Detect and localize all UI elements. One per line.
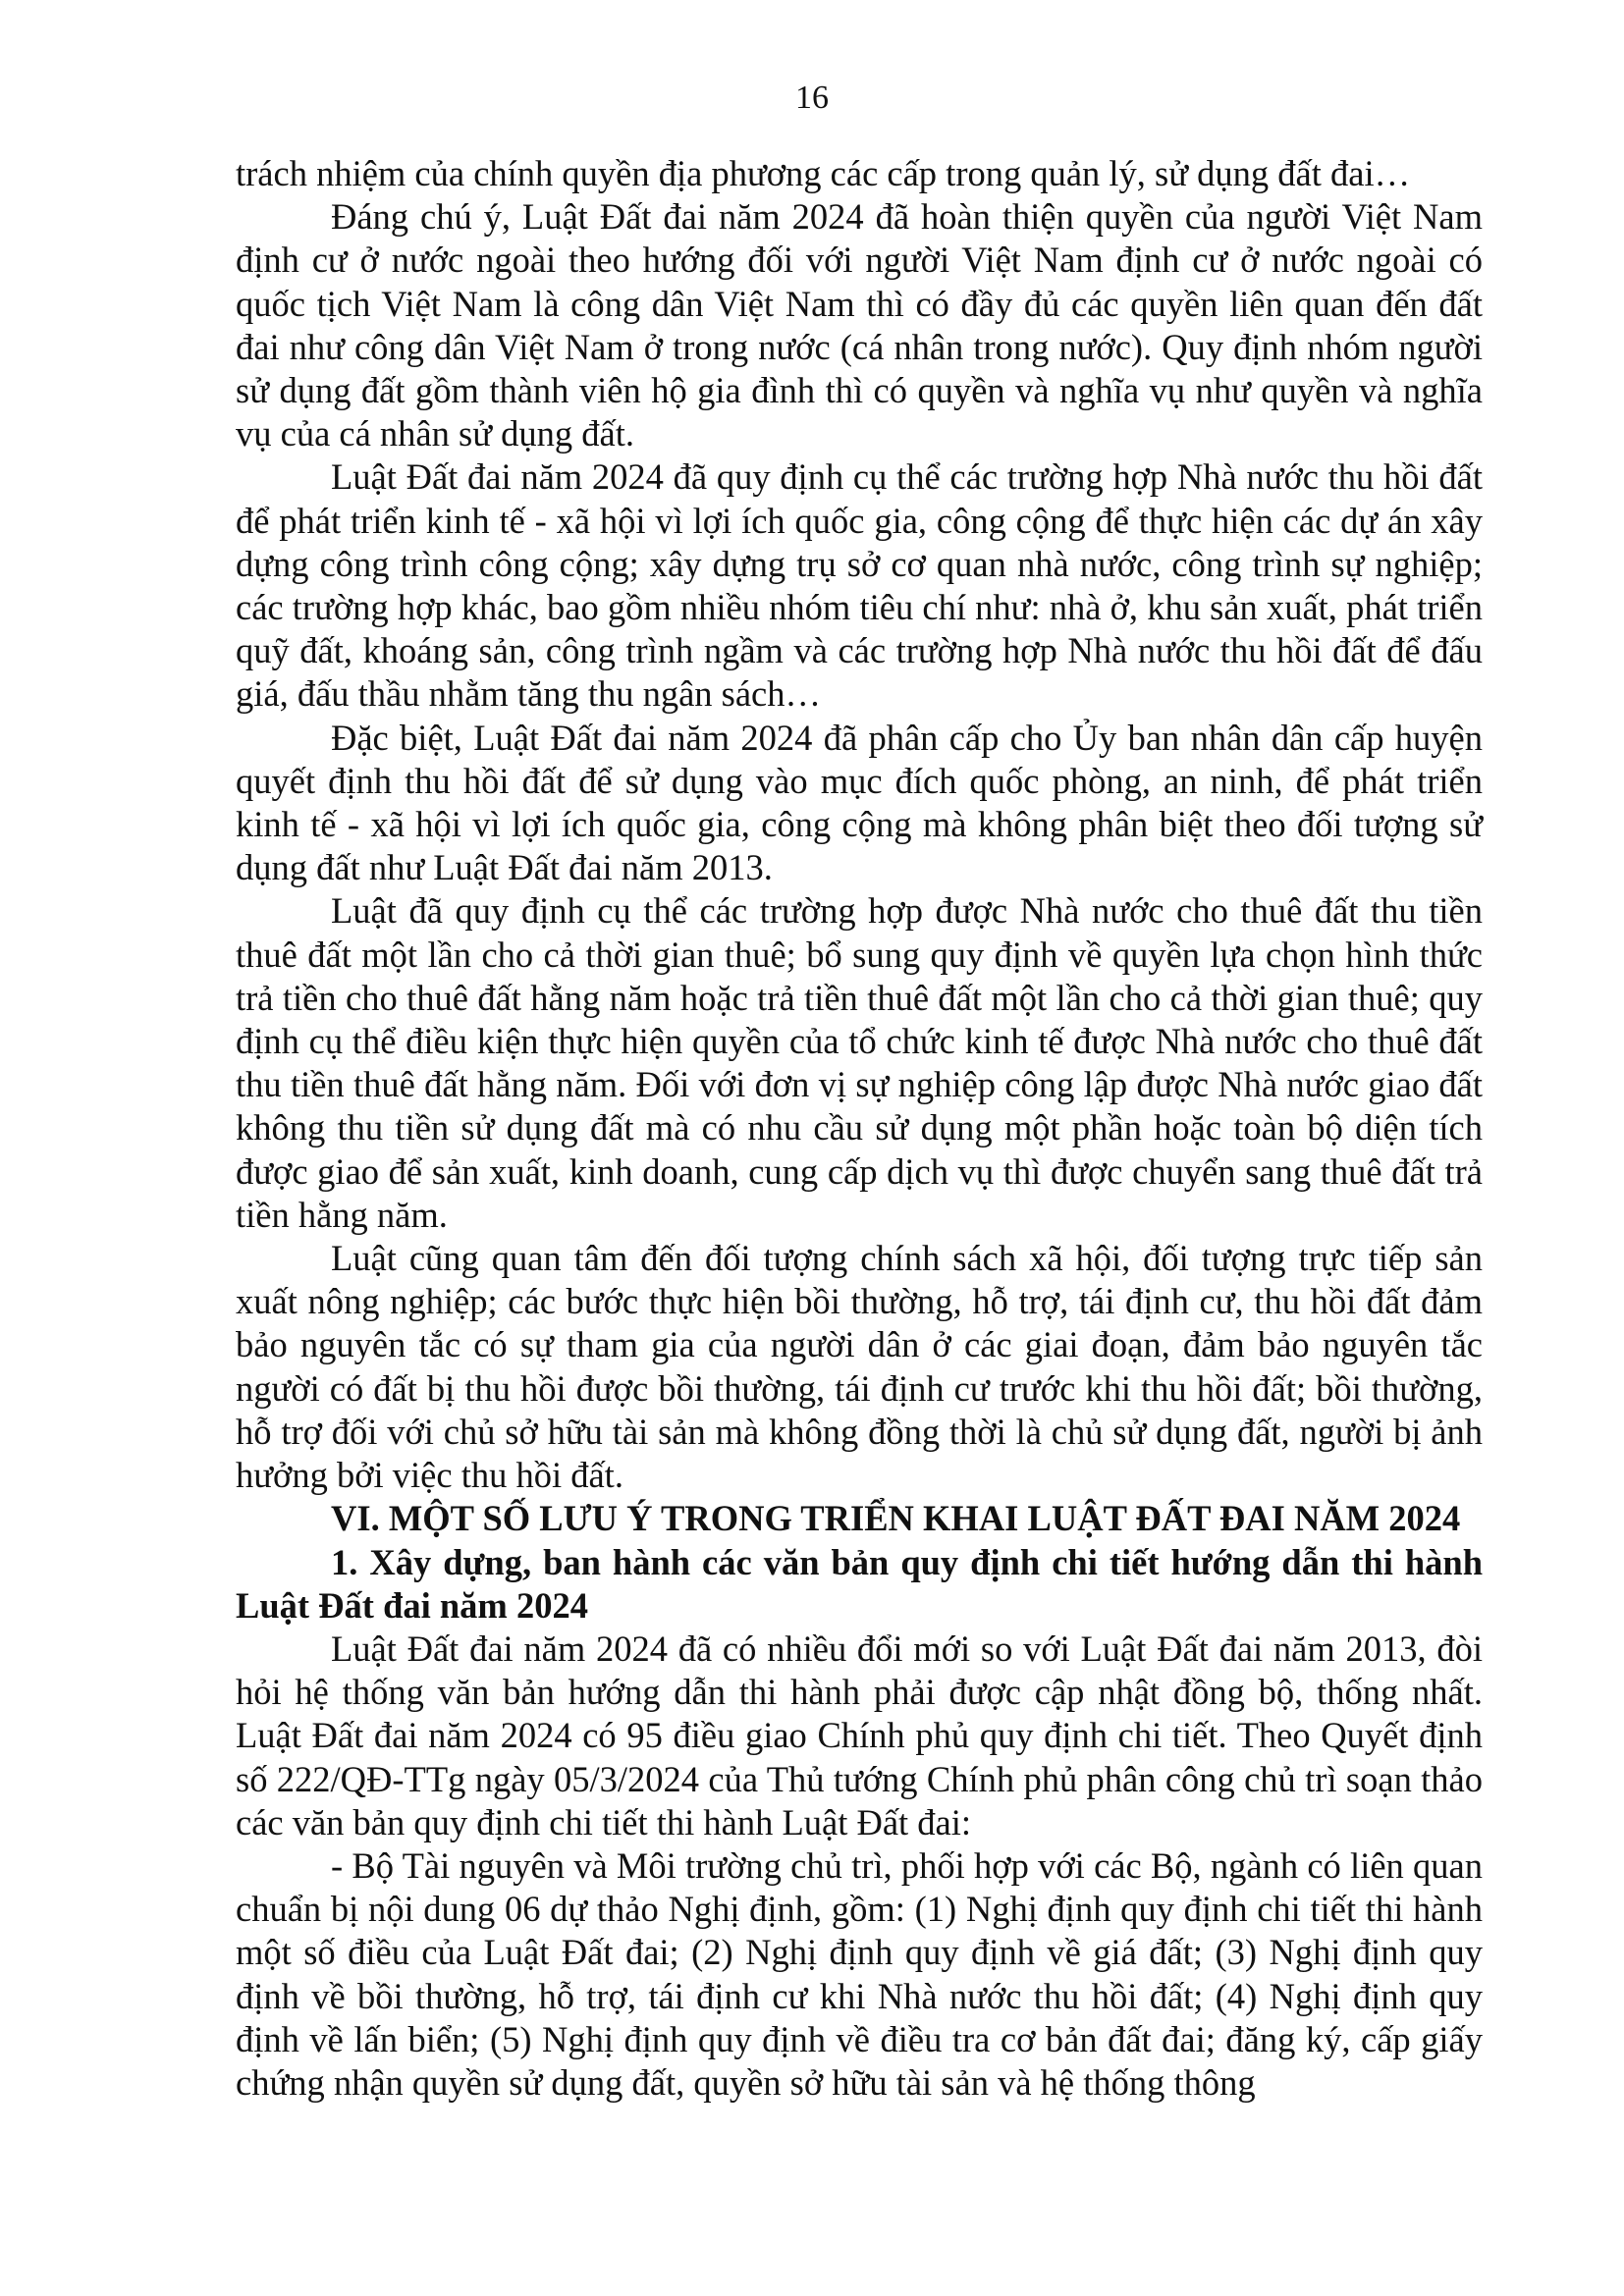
paragraph-continuation: trách nhiệm của chính quyền địa phương các cấp trong quản lý, sử dụng đất đai… bbox=[236, 153, 1411, 193]
list-item-ministry-tasks: - Bộ Tài nguyên và Môi trường chủ trì, phối hợp với các Bộ, ngành có liên quan chuẩn bị nội dung 06 dự thảo Nghị định, gồm: (1) Nghị định quy định chi tiết thi hành một số điều của Luật Đất đai; (2) Nghị định quy định về giá đất; (3) Nghị định quy định về bồi thường, hỗ trợ, tái định cư khi Nhà nước thu hồi đất; (4) Nghị định quy định về lấn biển; (5) Nghị định quy định về điều tra cơ bản đất đai; đăng ký, cấp giấy chứng nhận quyền sử dụng đất, quyền sở hữu tài sản và hệ thống thông bbox=[236, 1844, 1483, 2103]
section-heading-vi: VI. MỘT SỐ LƯU Ý TRONG TRIỂN KHAI LUẬT ĐẤT ĐAI NĂM 2024 bbox=[331, 1498, 1461, 1539]
subsection-heading-1: 1. Xây dựng, ban hành các văn bản quy định chi tiết hướng dẫn thi hành Luật Đất đai năm 2024 bbox=[236, 1541, 1483, 1626]
document-body bbox=[236, 152, 1483, 2105]
paragraph-land-recovery-cases: Luật Đất đai năm 2024 đã quy định cụ thể các trường hợp Nhà nước thu hồi đất để phát triển kinh tế - xã hội vì lợi ích quốc gia, công cộng để thực hiện các dự án xây dựng công trình công cộng; xây dựng trụ sở cơ quan nhà nước, công trình sự nghiệp; các trường hợp khác, bao gồm nhiều nhóm tiêu chí như: nhà ở, khu sản xuất, phát triển quỹ đất, khoáng sản, công trình ngầm và các trường hợp Nhà nước thu hồi đất để đấu giá, đấu thầu nhằm tăng thu ngân sách… bbox=[236, 456, 1483, 715]
page-number: 16 bbox=[795, 80, 829, 116]
paragraph-land-lease: Luật đã quy định cụ thể các trường hợp được Nhà nước cho thuê đất thu tiền thuê đất một lần cho cả thời gian thuê; bổ sung quy định về quyền lựa chọn hình thức trả tiền cho thuê đất hằng năm hoặc trả tiền thuê đất một lần cho cả thời gian thuê; quy định cụ thể điều kiện thực hiện quyền của tổ chức kinh tế được Nhà nước cho thuê đất thu tiền thuê đất hằng năm. Đối với đơn vị sự nghiệp công lập được Nhà nước giao đất không thu tiền sử dụng đất mà có nhu cầu sử dụng một phần hoặc toàn bộ diện tích được giao để sản xuất, kinh doanh, cung cấp dịch vụ thì được chuyển sang thuê đất trả tiền hằng năm. bbox=[236, 890, 1483, 1235]
paragraph-implementing-documents: Luật Đất đai năm 2024 đã có nhiều đổi mới so với Luật Đất đai năm 2013, đòi hỏi hệ thống văn bản hướng dẫn thi hành phải được cập nhật đồng bộ, thống nhất. Luật Đất đai năm 2024 có 95 điều giao Chính phủ quy định chi tiết. Theo Quyết định số 222/QĐ-TTg ngày 05/3/2024 của Thủ tướng Chính phủ phân công chủ trì soạn thảo các văn bản quy định chi tiết thi hành Luật Đất đai: bbox=[236, 1628, 1483, 1842]
paragraph-social-policy: Luật cũng quan tâm đến đối tượng chính sách xã hội, đối tượng trực tiếp sản xuất nông nghiệp; các bước thực hiện bồi thường, hỗ trợ, tái định cư, thu hồi đất đảm bảo nguyên tắc có sự tham gia của người dân ở các giai đoạn, đảm bảo nguyên tắc người có đất bị thu hồi được bồi thường, tái định cư trước khi thu hồi đất; bồi thường, hỗ trợ đối với chủ sở hữu tài sản mà không đồng thời là chủ sử dụng đất, người bị ảnh hưởng bởi việc thu hồi đất. bbox=[236, 1238, 1483, 1496]
paragraph-district-decentralization: Đặc biệt, Luật Đất đai năm 2024 đã phân cấp cho Ủy ban nhân dân cấp huyện quyết định thu hồi đất để sử dụng vào mục đích quốc phòng, an ninh, để phát triển kinh tế - xã hội vì lợi ích quốc gia, công cộng mà không phân biệt theo đối tượng sử dụng đất như Luật Đất đai năm 2013. bbox=[236, 717, 1483, 888]
paragraph-overseas-vietnamese-rights: Đáng chú ý, Luật Đất đai năm 2024 đã hoàn thiện quyền của người Việt Nam định cư ở nước ngoài theo hướng đối với người Việt Nam định cư ở nước ngoài có quốc tịch Việt Nam là công dân Việt Nam thì có đầy đủ các quyền liên quan đến đất đai như công dân Việt Nam ở trong nước (cá nhân trong nước). Quy định nhóm người sử dụng đất gồm thành viên hộ gia đình thì có quyền và nghĩa vụ như quyền và nghĩa vụ của cá nhân sử dụng đất. bbox=[236, 196, 1483, 454]
